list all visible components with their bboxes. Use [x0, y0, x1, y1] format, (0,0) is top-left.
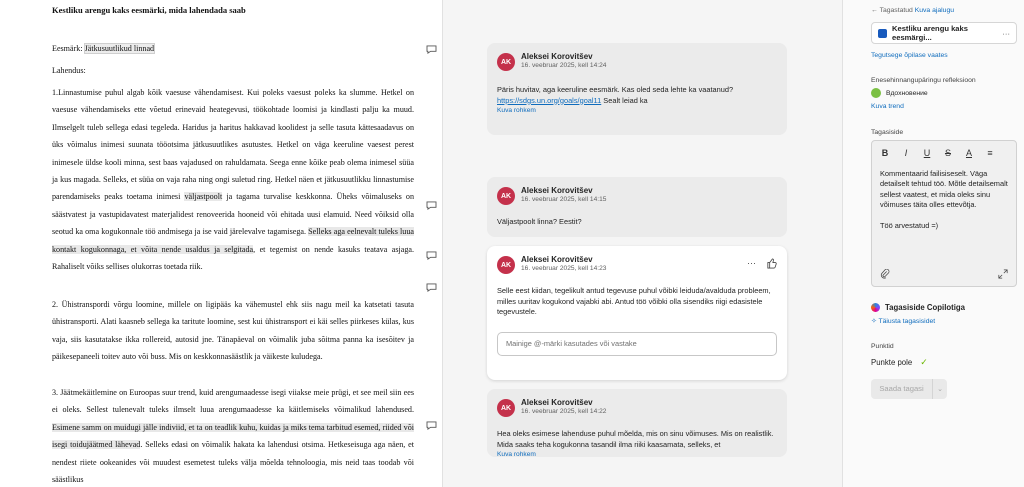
comment-card[interactable] — [487, 43, 787, 135]
points-label: Punktid — [871, 343, 894, 350]
comment-marker-icon[interactable] — [426, 251, 437, 260]
solution-label: Lahendus: — [52, 66, 86, 75]
reflection-value — [871, 88, 928, 98]
strikethrough-button[interactable]: S — [944, 148, 951, 158]
copilot-icon — [871, 303, 880, 312]
improve-label: Täiusta tagasisidet — [878, 318, 936, 325]
copilot-feedback — [871, 303, 965, 312]
paragraph-1-text-mid: ja tagama turvalise keskkonna. Üheks võimaluseks on säästvatest ja vastupidavatest materjalidest renoveerida hooneid või ehitada uusi elamuid. Need võiksid olla seotud ka oma kogukonnale töö andmisega ja ise vaid järelevalve tagamisega. — [52, 192, 414, 237]
paragraph-1-text-end: , et tegemist on nende kasuks teatava asjaga. Rahaliselt võiks sellises olukorras toetada riik. — [52, 244, 414, 272]
feedback-label: Tagasiside — [871, 129, 904, 136]
word-file-icon — [878, 29, 887, 38]
comment-author: Aleksei Korovitšev — [521, 52, 593, 61]
comment-time: 16. veebruar 2025, kell 14:24 — [521, 62, 607, 69]
comment-text: Hea oleks esimese lahenduse puhul mõelda, mis on sinu võimuses. Mis on realistlik. Mida saaks teha kogukonna tasandil ilma riiki kaasamata, selleks, et — [497, 429, 774, 449]
show-more-link[interactable]: Kuva rohkem — [497, 107, 536, 115]
feedback-paragraph: Töö arvestatud =) — [880, 220, 939, 230]
send-back-label: Saada tagasi — [871, 379, 933, 399]
format-toolbar — [880, 148, 995, 158]
returned-label: Tagastatud — [879, 7, 913, 14]
comments-pane — [442, 0, 842, 487]
comment-time: 16. veebruar 2025, kell 14:22 — [521, 408, 607, 415]
avatar: AK — [497, 53, 515, 71]
comment-text-tail: Sealt leiad ka — [601, 95, 648, 105]
goal-line — [52, 40, 414, 57]
comment-author: Aleksei Korovitšev — [521, 255, 593, 264]
improve-feedback-link[interactable] — [871, 317, 935, 325]
comment-marker-icon[interactable] — [426, 421, 437, 430]
avatar: AK — [497, 187, 515, 205]
sparkle-icon: ✧ — [871, 318, 877, 325]
text-color-button[interactable]: A — [965, 148, 972, 158]
paragraph-1 — [52, 84, 414, 275]
comment-author: Aleksei Korovitšev — [521, 186, 593, 195]
back-arrow-icon[interactable]: ← — [871, 7, 878, 14]
send-back-button[interactable] — [871, 379, 947, 399]
comment-text: Väljastpoolt linna? Eestit? — [497, 217, 582, 226]
goal-label: Eesmärk: — [52, 44, 83, 53]
returned-status — [871, 7, 954, 14]
document-title: Kestliku arengu kaks eesmärki, mida lahendada saab — [52, 5, 246, 15]
reply-input[interactable] — [497, 332, 777, 356]
comment-author: Aleksei Korovitšev — [521, 398, 593, 407]
reflection-text: Вдохновение — [886, 89, 928, 97]
comment-card[interactable] — [487, 177, 787, 237]
checkmark-icon: ✓ — [920, 357, 928, 367]
comment-link[interactable]: https://sdgs.un.org/goals/goal11 — [497, 95, 602, 105]
feedback-text[interactable] — [880, 169, 1014, 241]
reflection-label: Enesehinnangupäringu refleksioon — [871, 77, 976, 84]
file-chip[interactable] — [871, 22, 1017, 44]
comment-time: 16. veebruar 2025, kell 14:23 — [521, 265, 607, 272]
comment-card-active[interactable] — [487, 246, 787, 380]
comment-text: Päris huvitav, aga keeruline eesmärk. Kas oled seda lehte ka vaatanud? — [497, 85, 734, 94]
bold-button[interactable]: B — [881, 148, 889, 158]
history-link[interactable]: Kuva ajalugu — [914, 7, 955, 14]
list-button[interactable]: ≡ — [987, 148, 993, 158]
expand-icon[interactable] — [998, 269, 1008, 279]
comment-marker-icon[interactable] — [426, 201, 437, 210]
copilot-label: Tagasiside Copilotiga — [885, 303, 966, 312]
smiley-emoji-icon — [871, 88, 881, 98]
comment-text: Selle eest kiidan, tegelikult antud tegevuse puhul võibki leiduda/avalduda probleem, milles uuritav kogukond vajabki abi. Antud töö võibki olla sisendiks riigi edasistele tegevustele. — [497, 286, 771, 317]
paragraph-3-text: 3. Jäätmekäitlemine on Euroopas suur trend, kuid arengumaadesse isegi viiakse meie prügi, et see meil siin ees ei oleks. Sellest tulenevalt tuleks ilmselt luua arengumaadesse ka käitlemiseks võimalikud lahendused. — [52, 388, 414, 415]
document-pane — [0, 0, 442, 487]
reply-placeholder: Mainige @-märki kasutades või vastake — [506, 339, 637, 349]
like-icon[interactable] — [766, 258, 777, 269]
paragraph-3-text-end: . Selleks edasi on võimalik hakata ka lahendusi otsima. Hetkeseisuga aga näen, et nendest riiete ookeanides või muudest esemetest tuleks välja mõelda tehnoloogia, mis neid taas toodab või säästlikus — [52, 440, 414, 485]
more-options-icon[interactable]: ··· — [1002, 28, 1010, 38]
show-more-link[interactable]: Kuva rohkem — [497, 451, 536, 459]
comment-marker-icon[interactable] — [426, 283, 437, 292]
student-view-link[interactable]: Tegutsege õpilase vaates — [871, 52, 948, 59]
feedback-paragraph: Kommentaarid failisiseselt. Väga detailselt tehtud töö. Mõtle detailsemalt sellest vaatest, et mida oleks sinu võimuses täita olles ettevõtja. — [880, 169, 1008, 210]
more-options-icon[interactable]: ··· — [747, 258, 756, 268]
trend-link[interactable]: Kuva trend — [871, 103, 904, 110]
paragraph-3 — [52, 384, 414, 487]
comment-card[interactable] — [487, 389, 787, 457]
avatar: AK — [497, 256, 515, 274]
avatar: AK — [497, 399, 515, 417]
file-name: Kestliku arengu kaks eesmärgi... — [892, 24, 968, 42]
highlight-contact[interactable]: Selleks aga eelnevalt tuleks luua kontakt kogukonnaga, et võita nende usaldus ja selgitada — [52, 227, 414, 254]
goal-value-highlight[interactable]: Jätkusuutlikud linnad — [84, 44, 155, 53]
points-field[interactable] — [871, 357, 928, 368]
attach-icon[interactable] — [880, 269, 890, 279]
chevron-down-icon[interactable]: ⌄ — [937, 386, 943, 393]
comment-time: 16. veebruar 2025, kell 14:15 — [521, 196, 607, 203]
italic-button[interactable]: I — [904, 148, 908, 158]
highlight-outside[interactable]: väljastpoolt — [184, 192, 223, 202]
feedback-editor[interactable] — [871, 140, 1017, 287]
paragraph-1-text: 1.Linnastumise puhul algab kõik vaesuse vähendamisest. Kui poleks vaesust poleks ka slumme. Hetkel on vaesuse vähendamiseks ette võetud erinevaid heategevusi, töökohtade loomisi ja kindlasti palju ka muud. Ilmselgelt tuleb sellega edasi tegeleda. Haridus ja haritus hakkavad koolidest ja selle tasuta kättesaadavus on üks võimalus inimesi suunata tööotsima jätkusuutlikes asutustes. Hetkel on väga keeruline vaesest perest inimesele üldse kooli minna, sest baas vajadused on rahuldamata. Seega enne kõike peab olema inimesel süüa ja kus magada. Selleks, et süüa on vaja raha ning ongi suletud ring. Hetkel näen et jätkusuutlikku linnastumise parendamiseks peaks toetama inimesi — [52, 88, 414, 202]
points-value: Punkte pole — [871, 358, 913, 367]
grading-panel — [842, 0, 1024, 487]
comment-marker-icon[interactable] — [426, 45, 437, 54]
highlight-individual[interactable]: Esimene samm on muidugi jälle indiviid, et ta on teadlik kuhu, kuidas ja miks tema tarbitud esemed, riided või isegi toidujäätmed lähevad — [52, 422, 414, 450]
underline-button[interactable]: U — [923, 148, 931, 158]
paragraph-2: 2. Ühistranspordi võrgu loomine, millele on ligipääs ka vähemustel ehk siis nagu meil ka katsetati tasuta ühistransporti. Alati kaasneb sellega ka taritute loomine, sest kui ühistransport ei käi selles piirkeses külas, kus vaja, siis kasutatakse ikka rollereid, autosid jne. Tänapäeval on võimalik juba sõitma panna ka isesõitev ja päikesepaneeli toitev auto või buss. Mis on keskkonnasäästlik ja väikeste kuludega. — [52, 300, 414, 362]
